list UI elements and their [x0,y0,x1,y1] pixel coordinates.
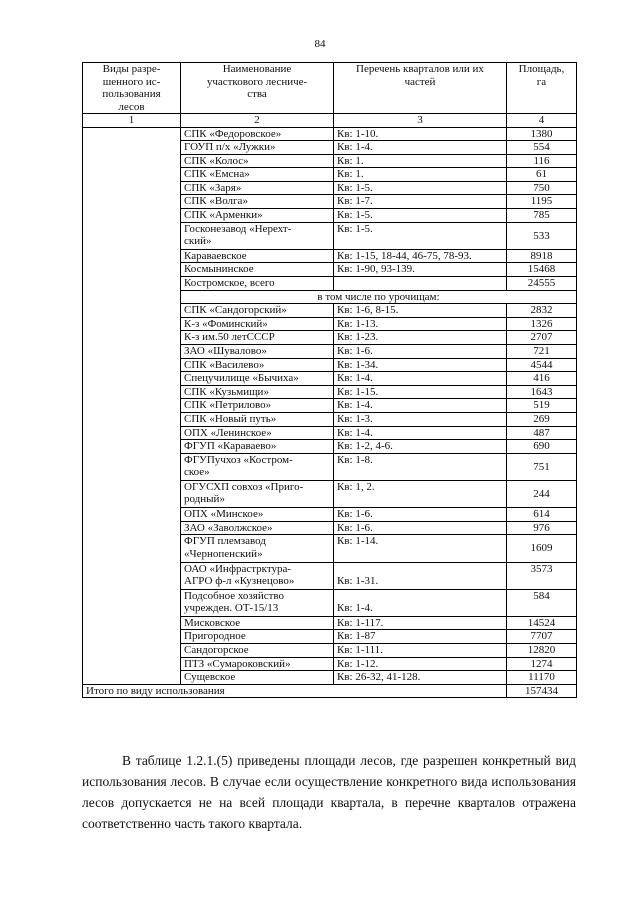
quarters-cell: Кв: 1-15, 18-44, 46-75, 78-93. [334,249,507,263]
area-cell: 24555 [507,277,577,291]
quarters-cell: Кв: 1-2, 4-6. [334,440,507,454]
forestry-name-cell: СПК «Кузьмищи» [181,385,334,399]
area-cell: 1380 [507,127,577,141]
area-cell: 1643 [507,385,577,399]
forestry-name-cell: К-з «Фоминский» [181,317,334,331]
header-use-type [83,63,181,114]
forestry-name-cell: Сущевское [181,671,334,685]
quarters-cell: Кв: 1-8. [334,453,507,480]
quarters-cell: Кв: 1-4. [334,399,507,413]
area-cell: 750 [507,181,577,195]
forestry-name-cell: ГОУП п/х «Лужки» [181,141,334,155]
use-type-cell [83,127,181,684]
quarters-cell: Кв: 26-32, 41-128. [334,671,507,685]
table-row [83,127,577,141]
forestry-name-cell: СПК «Новый путь» [181,412,334,426]
forestry-name-cell: СПК «Петрилово» [181,399,334,413]
quarters-cell: Кв: 1-15. [334,385,507,399]
quarters-cell [334,277,507,291]
paragraph-text: В таблице 1.2.1.(5) приведены площади лесов, где разрешен конкретный вид использования лесов. В случае если осуществление конкретного вида использования лесов допускается не на всей площади квартала, в перечне кварталов отражена соответственно часть такого квартала. [82,753,576,831]
quarters-cell: Кв: 1-10. [334,127,507,141]
forestry-name-cell: Мисковское [181,616,334,630]
area-cell: 487 [507,426,577,440]
quarters-cell: Кв: 1-23. [334,331,507,345]
page-number: 84 [314,38,326,50]
area-cell: 3573 [507,562,577,589]
forestry-name-cell: Госконезавод «Нерехт- ский» [181,222,334,249]
area-cell: 2707 [507,331,577,345]
quarters-cell: Кв: 1-5. [334,181,507,195]
forestry-name-cell: Космынинское [181,263,334,277]
forestry-name-cell: Караваевское [181,249,334,263]
forestry-name-cell: ФГУП племзавод «Чернопенский» [181,535,334,562]
area-cell: 721 [507,345,577,359]
area-cell: 614 [507,508,577,522]
quarters-cell: Кв: 1-87 [334,630,507,644]
area-cell: 15468 [507,263,577,277]
area-cell: 1326 [507,317,577,331]
header-text: Наименование участкового лесниче- ства [206,63,308,100]
area-cell: 976 [507,521,577,535]
header-quarters [334,63,507,114]
forestry-name-cell: Спецучилище «Бычиха» [181,372,334,386]
quarters-cell: Кв: 1-6. [334,345,507,359]
quarters-cell: Кв: 1-12. [334,657,507,671]
area-cell: 12820 [507,644,577,658]
area-cell: 8918 [507,249,577,263]
total-label-cell: Итого по виду использования [83,684,507,698]
subheader-cell: в том числе по урочищам: [181,290,577,304]
area-cell: 584 [507,589,577,616]
quarters-cell: Кв: 1-6. [334,521,507,535]
column-number-row [83,114,577,128]
quarters-cell: Кв: 1-117. [334,616,507,630]
area-cell: 11170 [507,671,577,685]
header-area [507,63,577,114]
forestry-name-cell: ПТЗ «Сумароковский» [181,657,334,671]
quarters-cell: Кв: 1-5. [334,209,507,223]
area-cell: 519 [507,399,577,413]
area-cell: 1195 [507,195,577,209]
forestry-name-cell: СПК «Федоровское» [181,127,334,141]
forestry-name-cell: ОАО «Инфрастрктура- АГРО ф-л «Кузнецово» [181,562,334,589]
column-number: 2 [181,114,334,128]
area-cell: 14524 [507,616,577,630]
quarters-cell: Кв: 1. [334,154,507,168]
table-header-row [83,63,577,114]
forestry-name-cell: ОГУСХП совхоз «Приго- родный» [181,480,334,507]
header-text: Виды разре- шенного ис- пользования лесов [102,63,161,113]
forestry-name-cell: К-з им.50 летСССР [181,331,334,345]
area-cell: 533 [507,222,577,249]
area-cell: 785 [507,209,577,223]
quarters-cell: Кв: 1-34. [334,358,507,372]
forestry-name-cell: ЗАО «Шувалово» [181,345,334,359]
quarters-cell: Кв: 1-6. [334,508,507,522]
quarters-cell: Кв: 1-111. [334,644,507,658]
forestry-name-cell: СПК «Колос» [181,154,334,168]
area-cell: 1274 [507,657,577,671]
quarters-cell: Кв: 1-5. [334,222,507,249]
quarters-cell: Кв: 1. [334,168,507,182]
forestry-name-cell: СПК «Сандогорский» [181,304,334,318]
total-area-cell: 157434 [507,684,577,698]
area-cell: 116 [507,154,577,168]
quarters-cell: Кв: 1-4. [334,141,507,155]
forestry-name-cell: Пригородное [181,630,334,644]
forestry-name-cell: ОПХ «Ленинское» [181,426,334,440]
quarters-cell: Кв: 1-3. [334,412,507,426]
quarters-cell: Кв: 1-14. [334,535,507,562]
column-number: 1 [83,114,181,128]
total-row [83,684,577,698]
area-cell: 244 [507,480,577,507]
forestry-name-cell: ФГУП «Караваево» [181,440,334,454]
column-number: 4 [507,114,577,128]
quarters-cell: Кв: 1-7. [334,195,507,209]
header-text: Перечень кварталов или их частей [356,63,484,88]
quarters-cell: Кв: 1-4. [334,372,507,386]
area-cell: 1609 [507,535,577,562]
forestry-name-cell: Костромское, всего [181,277,334,291]
area-cell: 416 [507,372,577,386]
header-text: Площадь, га [518,63,565,88]
forestry-name-cell: ОПХ «Минское» [181,508,334,522]
forestry-name-cell: СПК «Емсна» [181,168,334,182]
quarters-cell: Кв: 1-31. [334,562,507,589]
forestry-name-cell: Сандогорское [181,644,334,658]
area-cell: 751 [507,453,577,480]
forestry-name-cell: СПК «Волга» [181,195,334,209]
area-cell: 2832 [507,304,577,318]
forestry-name-cell: Подсобное хозяйство учрежден. ОТ-15/13 [181,589,334,616]
forestry-name-cell: ФГУПучхоз «Костром- ское» [181,453,334,480]
area-cell: 61 [507,168,577,182]
quarters-cell: Кв: 1, 2. [334,480,507,507]
forest-use-table [82,62,577,698]
forestry-name-cell: ЗАО «Заволжское» [181,521,334,535]
forestry-name-cell: СПК «Арменки» [181,209,334,223]
area-cell: 4544 [507,358,577,372]
area-cell: 690 [507,440,577,454]
quarters-cell: Кв: 1-13. [334,317,507,331]
column-number: 3 [334,114,507,128]
body-paragraph [82,750,576,834]
area-cell: 269 [507,412,577,426]
forestry-name-cell: СПК «Василево» [181,358,334,372]
quarters-cell: Кв: 1-4. [334,589,507,616]
quarters-cell: Кв: 1-6, 8-15. [334,304,507,318]
forestry-name-cell: СПК «Заря» [181,181,334,195]
quarters-cell: Кв: 1-4. [334,426,507,440]
quarters-cell: Кв: 1-90, 93-139. [334,263,507,277]
area-cell: 7707 [507,630,577,644]
area-cell: 554 [507,141,577,155]
header-forestry-name [181,63,334,114]
